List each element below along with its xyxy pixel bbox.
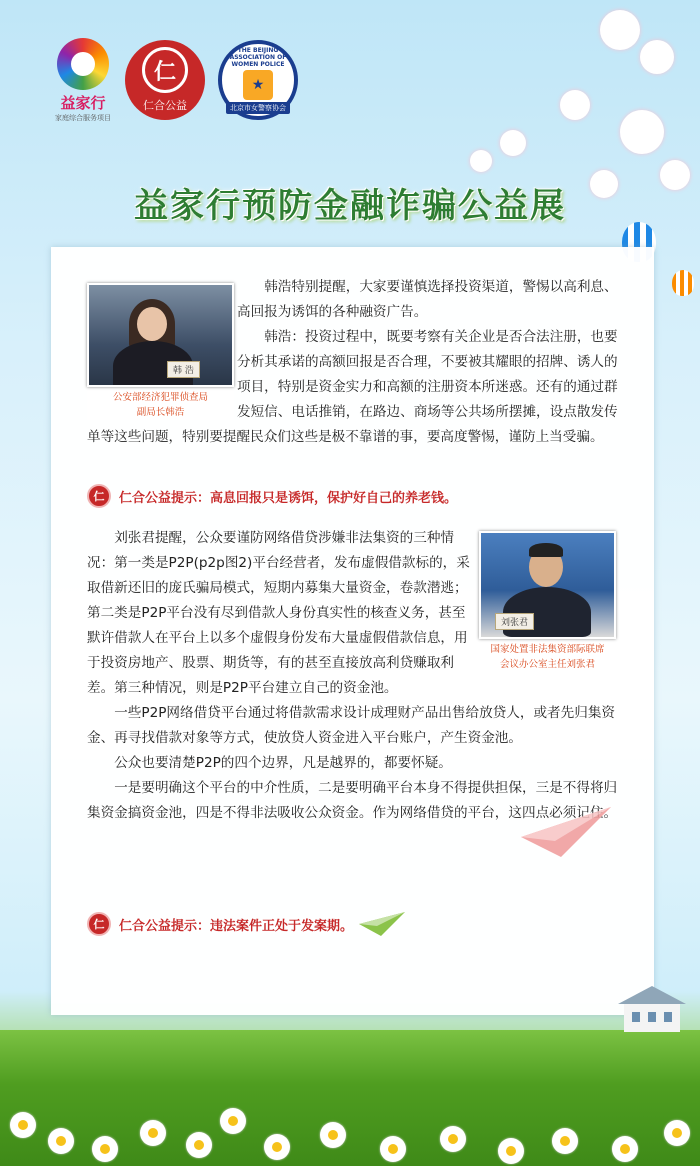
paragraph: 一些P2P网络借贷平台通过将借款需求设计成理财产品出售给放贷人，或者先归集资金、再寻找借款对象等方式，使放贷人资金进入平台账户，产生资金池。 — [87, 705, 616, 746]
yijiaxing-name: 益家行 — [60, 94, 106, 112]
daisy-flower-icon — [92, 1136, 118, 1162]
paper-plane-icon — [359, 912, 405, 936]
cherry-blossom — [560, 90, 590, 120]
name-plate: 刘张君 — [495, 613, 534, 630]
daisy-flower-icon — [498, 1138, 524, 1164]
paragraph: 刘张君提醒，公众要谨防网络借贷涉嫌非法集资的三种情况：第一类是P2P(p2p图2)平台经营者，发布虚假借款标的，采取借新还旧的庞氏骗局模式，短期内募集大量资金，卷款潜逃；第二类是P2P平台没有尽到借款人身份真实性的核查义务，甚至默许借款人在平台上以多个虚假身份发布大量虚假借款信息，用于投资房地产、股票、期货等，有的甚至直接放高利贷赚取利差。第三种情况，则是P2P平台建立自己的资金池。 — [87, 530, 470, 696]
renhe-seal-icon: 仁 — [87, 912, 111, 936]
flower-ring-icon — [57, 38, 109, 90]
caption-line: 会议办公室主任刘张君 — [499, 659, 595, 670]
section1-text — [87, 275, 619, 450]
daisy-flower-icon — [186, 1132, 212, 1158]
daisy-flower-icon — [664, 1120, 690, 1146]
page-title: 益家行预防金融诈骗公益展 — [134, 186, 566, 226]
police-association-en: THE BEIJING ASSOCIATION OF WOMEN POLICE — [229, 46, 287, 68]
tip-banner — [87, 484, 457, 508]
caption-line: 副局长韩浩 — [136, 407, 185, 418]
cherry-blossom — [640, 40, 674, 74]
daisy-flower-icon — [552, 1128, 578, 1154]
tip-text: 仁合公益提示：高息回报只是诱饵，保护好自己的养老钱。 — [119, 490, 458, 506]
renhe-name: 仁合公益 — [143, 99, 187, 112]
paragraph: 韩浩特别提醒，大家要谨慎选择投资渠道，警惕以高利息、高回报为诱饵的各种融资广告。 — [237, 279, 618, 320]
paper-plane-icon — [521, 807, 611, 857]
daisy-flower-icon — [320, 1122, 346, 1148]
police-association-logo — [218, 40, 298, 120]
daisy-flower-icon — [440, 1126, 466, 1152]
house-icon — [612, 982, 692, 1034]
daisy-flower-icon — [380, 1136, 406, 1162]
hot-air-balloon-icon — [672, 270, 694, 296]
caption-line: 国家处置非法集资部际联席 — [490, 644, 605, 655]
cherry-blossom — [600, 10, 640, 50]
police-badge-icon: ★ — [243, 70, 273, 100]
cherry-blossom — [470, 150, 492, 172]
renhe-mark: 仁 — [142, 47, 188, 93]
content-panel — [51, 247, 654, 1015]
daisy-flower-icon — [140, 1120, 166, 1146]
daisy-flower-icon — [220, 1108, 246, 1134]
daisy-flower-icon — [612, 1136, 638, 1162]
caption-line: 公安部经济犯罪侦查局 — [112, 392, 208, 403]
daisy-flower-icon — [48, 1128, 74, 1154]
float-spacer — [87, 275, 237, 417]
paragraph: 一是要明确这个平台的中介性质，二是要明确平台本身不得提供担保，三是不得将归集资金搞资金池，四是不得非法吸收公众资金。作为网络借贷的平台，这四点必须记住。 — [87, 780, 618, 821]
police-association-cn: 北京市女警察协会 — [226, 102, 290, 114]
tip-text: 仁合公益提示：违法案件正处于发案期。 — [119, 918, 354, 934]
paragraph: 韩浩：投资过程中，既要考察有关企业是否合法注册，也要分析其承诺的高额回报是否合理，不要被其耀眼的招牌、诱人的项目，特别是资金实力和高额的注册资本所迷惑。还有的通过群发短信、电话推销，在路边、商场等公共场所摆摊，设点散发传单等这些问题，特别要提醒民众们这些是极不靠谱的事，要高度警惕，谨防上当受骗。 — [87, 329, 618, 445]
tip-banner — [87, 912, 405, 936]
yijiaxing-subtitle: 家庭综合服务项目 — [55, 114, 111, 122]
renhe-logo — [125, 40, 205, 120]
name-plate: 韩 浩 — [167, 361, 200, 378]
paragraph: 公众也要清楚P2P的四个边界，凡是越界的，都要怀疑。 — [114, 755, 452, 771]
renhe-seal-icon: 仁 — [87, 484, 111, 508]
yijiaxing-logo — [52, 38, 114, 123]
float-spacer — [471, 526, 619, 676]
daisy-flower-icon — [264, 1134, 290, 1160]
cherry-blossom — [620, 110, 664, 154]
cherry-blossom — [500, 130, 526, 156]
daisy-flower-icon — [10, 1112, 36, 1138]
section2-text — [87, 526, 619, 826]
